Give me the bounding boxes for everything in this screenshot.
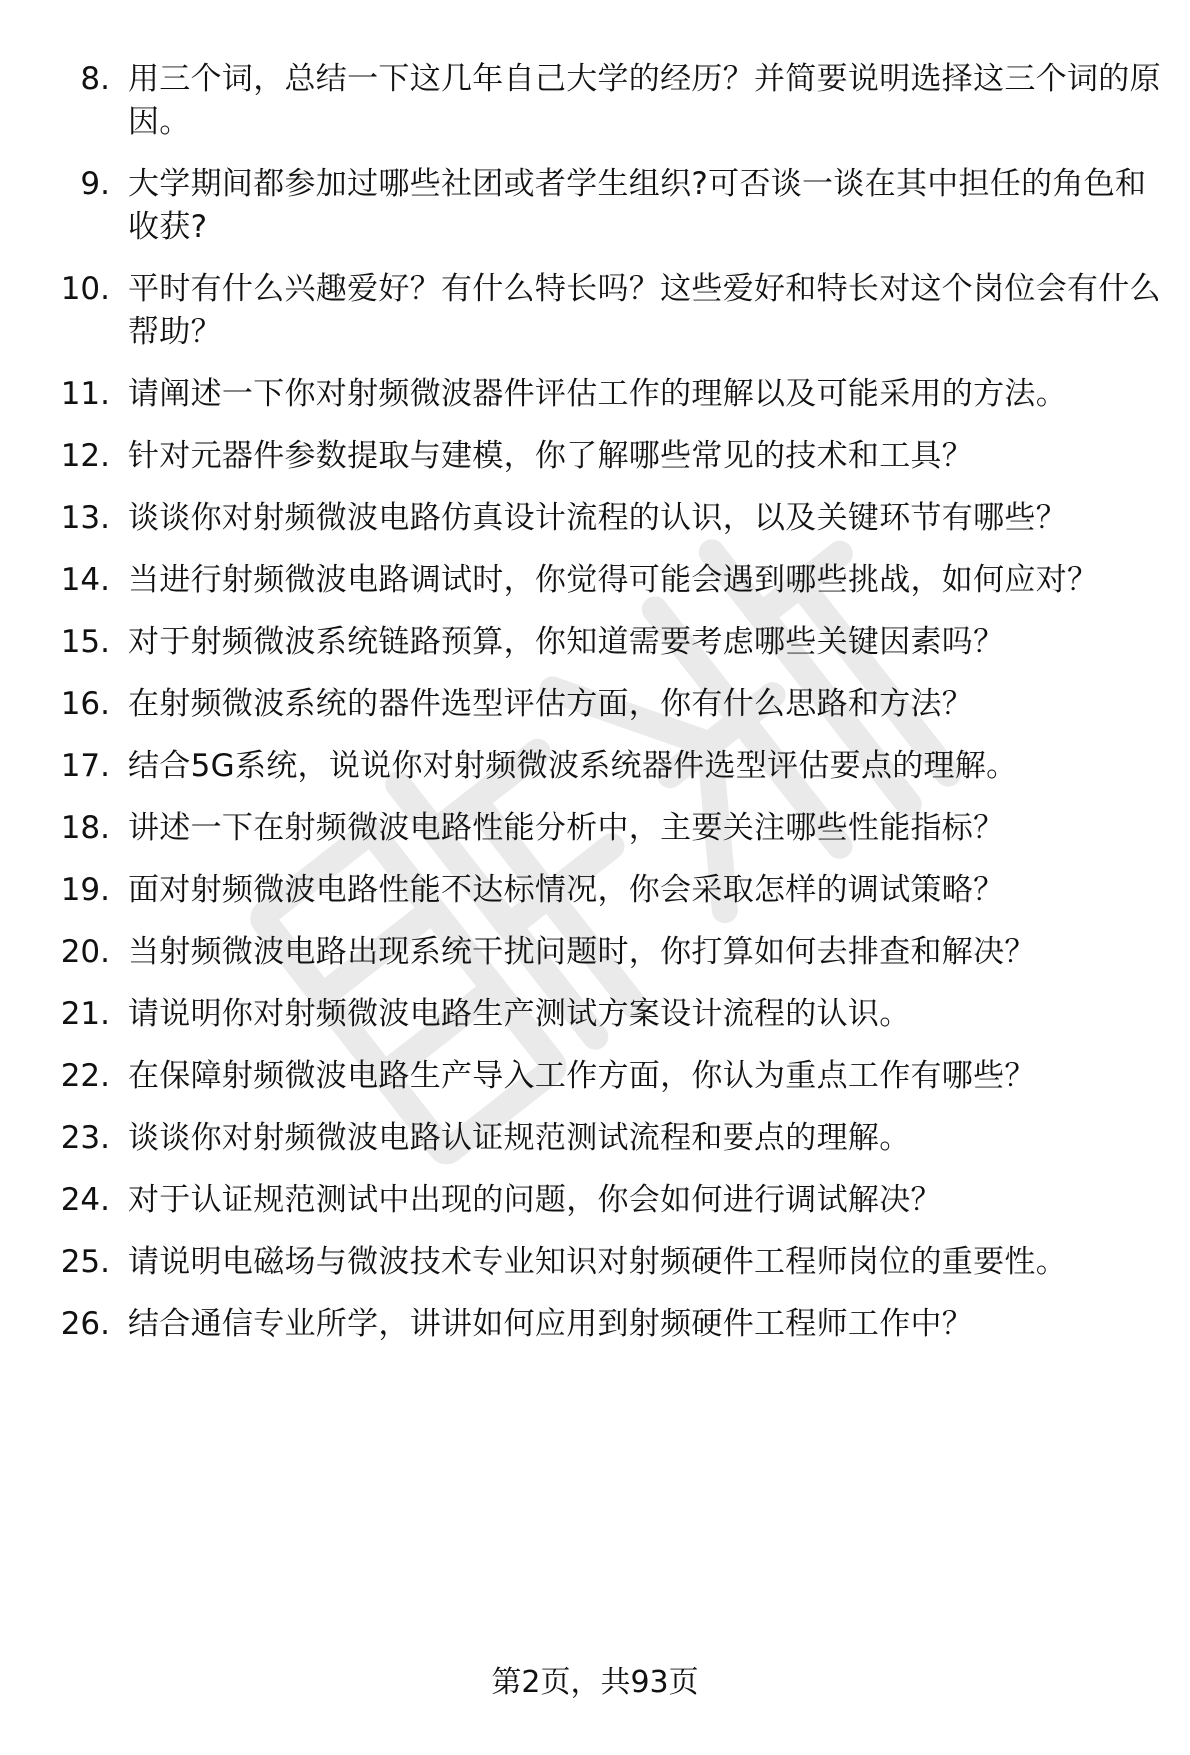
list-item: [0, 559, 1190, 602]
question-number: 14.: [60, 562, 110, 598]
question-text: 用三个词，总结一下这几年自己大学的经历？并简要说明选择这三个词的原因。: [128, 61, 1161, 140]
list-item: [0, 931, 1190, 974]
list-item: [0, 993, 1190, 1036]
question-text: 谈谈你对射频微波电路仿真设计流程的认识，以及关键环节有哪些？: [128, 500, 1067, 536]
question-number: 13.: [60, 500, 110, 536]
question-list: [0, 58, 1190, 1365]
question-number: 21.: [60, 996, 110, 1032]
question-number: 15.: [60, 624, 110, 660]
question-number: 12.: [60, 438, 110, 474]
list-item: [0, 497, 1190, 540]
question-text: 结合5G系统，说说你对射频微波系统器件选型评估要点的理解。: [128, 748, 1018, 784]
question-text: 当进行射频微波电路调试时，你觉得可能会遇到哪些挑战，如何应对？: [128, 562, 1099, 598]
question-text: 讲述一下在射频微波电路性能分析中，主要关注哪些性能指标？: [128, 810, 1005, 846]
list-item: [0, 163, 1190, 249]
list-item: [0, 621, 1190, 664]
list-item: [0, 1055, 1190, 1098]
question-text: 当射频微波电路出现系统干扰问题时，你打算如何去排查和解决？: [128, 934, 1036, 970]
question-text: 请阐述一下你对射频微波器件评估工作的理解以及可能采用的方法。: [128, 376, 1067, 412]
question-text: 请说明电磁场与微波技术专业知识对射频硬件工程师岗位的重要性。: [128, 1244, 1067, 1280]
question-text: 谈谈你对射频微波电路认证规范测试流程和要点的理解。: [128, 1120, 911, 1156]
question-number: 25.: [60, 1244, 110, 1280]
list-item: [0, 268, 1190, 354]
question-text: 对于射频微波系统链路预算，你知道需要考虑哪些关键因素吗？: [128, 624, 1005, 660]
list-item: [0, 807, 1190, 850]
list-item: [0, 683, 1190, 726]
list-item: [0, 1117, 1190, 1160]
question-text: 对于认证规范测试中出现的问题，你会如何进行调试解决？: [128, 1182, 942, 1218]
question-number: 8.: [80, 61, 110, 97]
question-number: 17.: [60, 748, 110, 784]
question-number: 16.: [60, 686, 110, 722]
question-text: 请说明你对射频微波电路生产测试方案设计流程的认识。: [128, 996, 911, 1032]
list-item: [0, 869, 1190, 912]
question-number: 9.: [80, 166, 110, 202]
question-text: 平时有什么兴趣爱好？有什么特长吗？这些爱好和特长对这个岗位会有什么帮助？: [128, 271, 1161, 350]
question-text: 结合通信专业所学，讲讲如何应用到射频硬件工程师工作中？: [128, 1306, 974, 1342]
list-item: [0, 1241, 1190, 1284]
list-item: [0, 435, 1190, 478]
question-text: 大学期间都参加过哪些社团或者学生组织?可否谈一谈在其中担任的角色和收获?: [128, 166, 1147, 245]
list-item: [0, 745, 1190, 788]
question-text: 在保障射频微波电路生产导入工作方面，你认为重点工作有哪些？: [128, 1058, 1036, 1094]
question-number: 19.: [60, 872, 110, 908]
question-number: 10.: [60, 271, 110, 307]
question-text: 针对元器件参数提取与建模，你了解哪些常见的技术和工具？: [128, 438, 974, 474]
list-item: [0, 1179, 1190, 1222]
page-footer: 第2页，共93页: [491, 1665, 699, 1700]
question-number: 24.: [60, 1182, 110, 1218]
question-number: 26.: [60, 1306, 110, 1342]
question-number: 23.: [60, 1120, 110, 1156]
question-number: 20.: [60, 934, 110, 970]
list-item: [0, 373, 1190, 416]
question-text: 在射频微波系统的器件选型评估方面，你有什么思路和方法？: [128, 686, 974, 722]
question-text: 面对射频微波电路性能不达标情况，你会采取怎样的调试策略？: [128, 872, 1005, 908]
question-number: 11.: [60, 376, 110, 412]
question-number: 18.: [60, 810, 110, 846]
list-item: [0, 58, 1190, 144]
list-item: [0, 1303, 1190, 1346]
question-number: 22.: [60, 1058, 110, 1094]
